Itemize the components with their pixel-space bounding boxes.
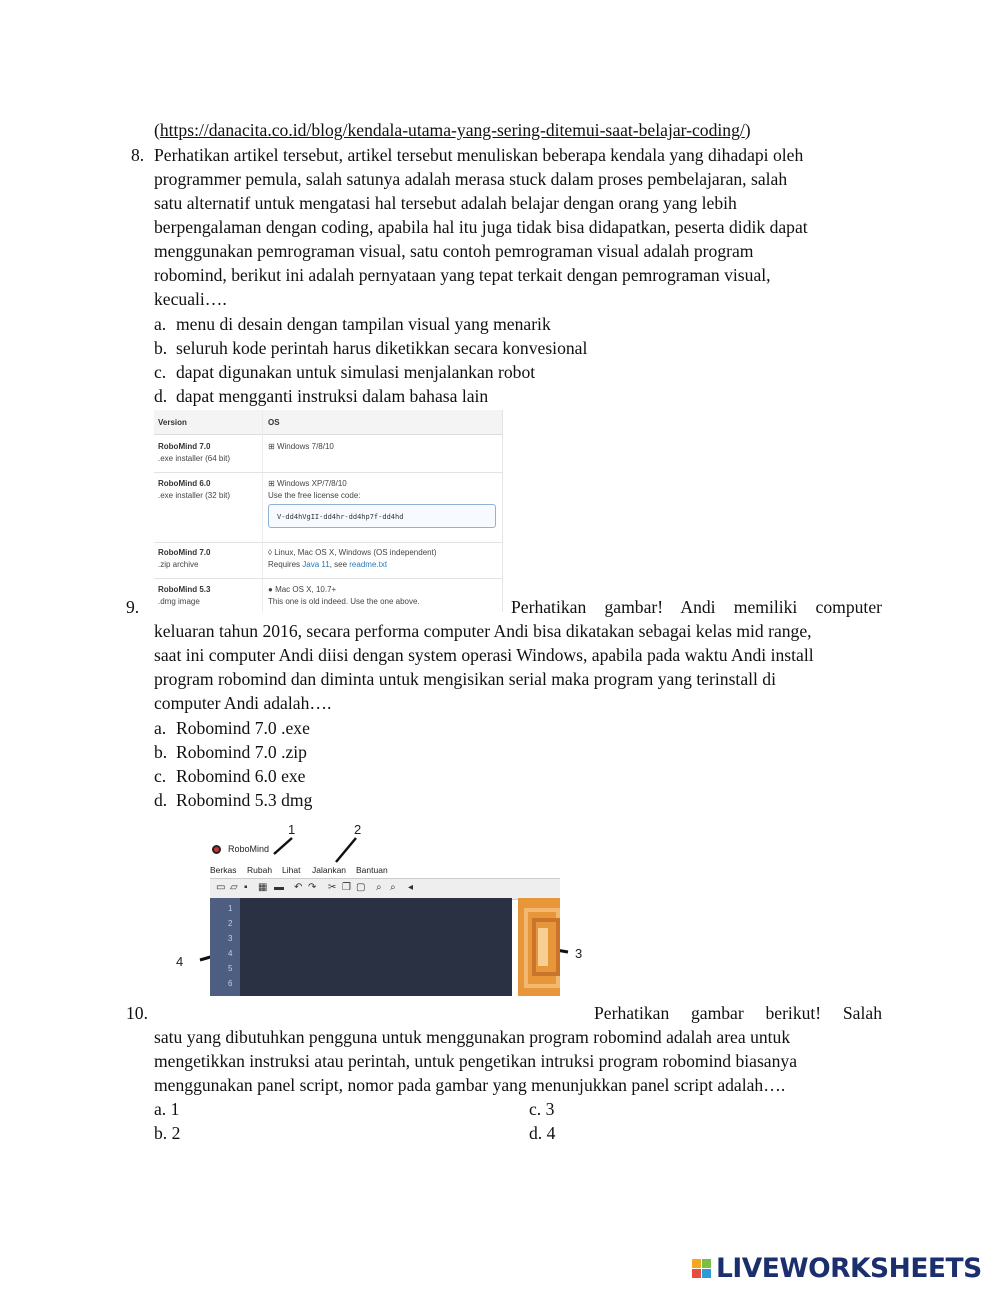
q10-line-3: mengetikkan instruksi atau perintah, untuk pengetikan intruksi program robomind biasanya bbox=[154, 1051, 798, 1071]
robomind-logo-icon bbox=[212, 845, 221, 854]
row2-note: Use the free license code: bbox=[268, 491, 361, 500]
q9-line-5: computer Andi adalah…. bbox=[154, 693, 332, 713]
windows-icon: ⊞ bbox=[268, 479, 277, 488]
line-number: 2 bbox=[228, 919, 233, 928]
copy-icon[interactable]: ❐ bbox=[342, 882, 351, 893]
line-number: 5 bbox=[228, 964, 233, 973]
menu-berkas[interactable]: Berkas bbox=[210, 865, 237, 875]
source-link[interactable]: https://danacita.co.id/blog/kendala-utama-yang-sering-ditemui-saat-belajar-coding/ bbox=[159, 120, 745, 140]
export-icon[interactable]: ▬ bbox=[274, 882, 284, 893]
header-os: OS bbox=[268, 418, 280, 427]
save-icon[interactable]: ▪ bbox=[244, 882, 248, 893]
row4-version: RoboMind 5.3 bbox=[158, 585, 211, 594]
line-number: 1 bbox=[228, 904, 233, 913]
line-number: 3 bbox=[228, 934, 233, 943]
map-view-panel bbox=[518, 898, 560, 996]
menu-lihat[interactable]: Lihat bbox=[282, 865, 301, 875]
replace-icon[interactable]: ⌕ bbox=[390, 882, 396, 893]
row4-os: ● Mac OS X, 10.7+ bbox=[268, 585, 337, 594]
open-folder-icon[interactable]: ▱ bbox=[230, 882, 238, 893]
row2-os: ⊞ Windows XP/7/8/10 bbox=[268, 479, 347, 488]
q8-line-7: kecuali…. bbox=[154, 289, 227, 309]
row2-version: RoboMind 6.0 bbox=[158, 479, 211, 488]
marker-1: 1 bbox=[288, 822, 296, 837]
row1-version: RoboMind 7.0 bbox=[158, 442, 211, 451]
q9-option-c[interactable]: c. Robomind 6.0 exe bbox=[154, 766, 306, 786]
apple-icon: ● bbox=[268, 585, 276, 594]
q8-line-1: Perhatikan artikel tersebut, artikel tersebut menuliskan beberapa kendala yang dihadapi oleh bbox=[154, 145, 804, 165]
redo-icon[interactable]: ↷ bbox=[308, 882, 317, 893]
q9-line-1: Perhatikan gambar! Andi memiliki computer bbox=[511, 597, 882, 617]
q10-option-a[interactable]: a. 1 bbox=[154, 1099, 180, 1119]
robomind-version-table bbox=[154, 410, 503, 612]
q10-line-1: Perhatikan gambar berikut! Salah bbox=[594, 1003, 882, 1023]
q10-option-d[interactable]: d. 4 bbox=[529, 1123, 556, 1143]
new-file-icon[interactable]: ▭ bbox=[216, 882, 226, 893]
marker-3: 3 bbox=[575, 946, 583, 961]
q9-option-a[interactable]: a. Robomind 7.0 .exe bbox=[154, 718, 310, 738]
q8-line-3: satu alternatif untuk mengatasi hal tersebut adalah belajar dengan orang yang lebih bbox=[154, 193, 737, 213]
row1-file: .exe installer (64 bit) bbox=[158, 454, 231, 463]
row3-file: .zip archive bbox=[158, 560, 199, 569]
line-number: 6 bbox=[228, 979, 233, 988]
q10-line-2: satu yang dibutuhkan pengguna untuk menggunakan program robomind adalah area untuk bbox=[154, 1027, 791, 1047]
q8-option-b[interactable]: b. seluruh kode perintah harus diketikkan secara konvesional bbox=[154, 338, 588, 358]
map-icon[interactable]: ▦ bbox=[258, 882, 268, 893]
q9-option-b[interactable]: b. Robomind 7.0 .zip bbox=[154, 742, 307, 762]
q8-option-c[interactable]: c. dapat digunakan untuk simulasi menjalankan robot bbox=[154, 362, 536, 382]
q8-line-5: menggunakan pemrograman visual, satu contoh pemrograman visual adalah program bbox=[154, 241, 754, 261]
q10-option-c[interactable]: c. 3 bbox=[529, 1099, 555, 1119]
linux-icon: ◊ bbox=[268, 548, 275, 557]
q8-option-d[interactable]: d. dapat mengganti instruksi dalam bahasa lain bbox=[154, 386, 489, 406]
q9-option-d[interactable]: d. Robomind 5.3 dmg bbox=[154, 790, 313, 810]
q10-line-4: menggunakan panel script, nomor pada gambar yang menunjukkan panel script adalah…. bbox=[154, 1075, 786, 1095]
q8-option-a[interactable]: a. menu di desain dengan tampilan visual yang menarik bbox=[154, 314, 551, 334]
app-title: RoboMind bbox=[228, 844, 270, 854]
row3-version: RoboMind 7.0 bbox=[158, 548, 211, 557]
q10-option-b[interactable]: b. 2 bbox=[154, 1123, 181, 1143]
q8-line-4: berpengalaman dengan coding, apabila hal itu juga tidak bisa didapatkan, peserta didik dapat bbox=[154, 217, 808, 237]
row1-os: ⊞ Windows 7/8/10 bbox=[268, 442, 334, 451]
brand-name: LIVEWORKSHEETS bbox=[716, 1253, 982, 1284]
readme-link[interactable]: readme.txt bbox=[349, 560, 388, 569]
q8-line-2: programmer pemula, salah satunya adalah merasa stuck dalam proses pembelajaran, salah bbox=[154, 169, 788, 189]
robomind-app-screenshot bbox=[170, 820, 590, 1000]
source-citation: (https://danacita.co.id/blog/kendala-utama-yang-sering-ditemui-saat-belajar-coding/) bbox=[154, 120, 751, 140]
undo-icon[interactable]: ↶ bbox=[294, 882, 303, 893]
menu-jalankan[interactable]: Jalankan bbox=[312, 865, 347, 875]
row2-file: .exe installer (32 bit) bbox=[158, 491, 231, 500]
windows-icon: ⊞ bbox=[268, 442, 277, 451]
java-link[interactable]: Java 11 bbox=[302, 560, 330, 569]
license-code-field[interactable]: V-dd4hVgII-dd4hr-dd4hp7f-dd4hd bbox=[268, 504, 496, 528]
q9-line-4: program robomind dan diminta untuk mengisikan serial maka program yang terinstall di bbox=[154, 669, 776, 689]
row3-note: Requires Java 11, see readme.txt bbox=[268, 560, 388, 569]
q10-number: 10. bbox=[126, 1003, 148, 1023]
find-icon[interactable]: ⌕ bbox=[376, 882, 382, 893]
script-editor-panel[interactable] bbox=[240, 898, 512, 996]
menu-rubah[interactable]: Rubah bbox=[247, 865, 273, 875]
q9-line-2: keluaran tahun 2016, secara performa computer Andi bisa dikatakan sebagai kelas mid range, bbox=[154, 621, 812, 641]
q9-number: 9. bbox=[126, 597, 140, 617]
speaker-icon[interactable]: ◂ bbox=[408, 882, 414, 893]
menu-bantuan[interactable]: Bantuan bbox=[356, 865, 388, 875]
row4-file: .dmg image bbox=[158, 597, 200, 606]
marker-4: 4 bbox=[176, 954, 184, 969]
row3-os: ◊ Linux, Mac OS X, Windows (OS independent) bbox=[268, 548, 437, 557]
q9-line-3: saat ini computer Andi diisi dengan system operasi Windows, apabila pada waktu Andi install bbox=[154, 645, 814, 665]
cut-icon[interactable]: ✂ bbox=[328, 882, 337, 893]
paste-icon[interactable]: ▢ bbox=[356, 882, 366, 893]
q8-number: 8. bbox=[131, 145, 145, 165]
table-header bbox=[154, 410, 502, 435]
q8-line-6: robomind, berikut ini adalah pernyataan yang tepat terkait dengan pemrograman visual, bbox=[154, 265, 771, 285]
header-version: Version bbox=[158, 418, 187, 427]
line-number: 4 bbox=[228, 949, 233, 958]
row4-note: This one is old indeed. Use the one above. bbox=[268, 597, 420, 606]
line-number-gutter bbox=[210, 898, 240, 996]
marker-2: 2 bbox=[354, 822, 362, 837]
